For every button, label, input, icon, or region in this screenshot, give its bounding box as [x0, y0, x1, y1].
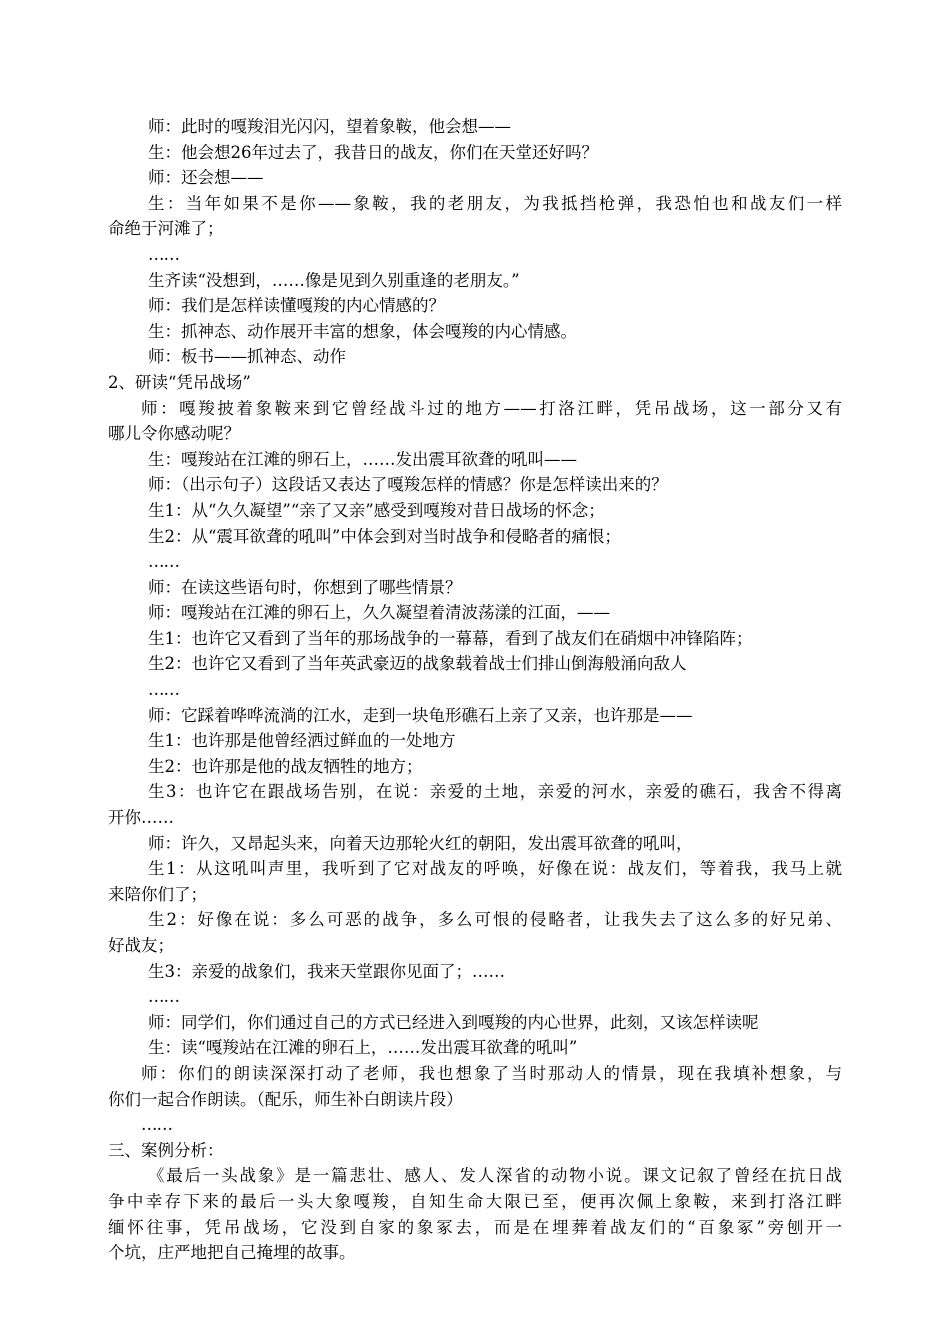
text-line: 《最后一头战象》是一篇悲壮、感人、发人深省的动物小说。课文记叙了曾经在抗日战 — [148, 1166, 842, 1186]
text-line: 生1：从“久久凝望”“亲了又亲”感受到嘎羧对昔日战场的怀念； — [148, 500, 605, 520]
text-line: 师：嘎羧披着象鞍来到它曾经战斗过的地方——打洛江畔，凭吊战场，这一部分又有 — [141, 398, 842, 418]
text-line: 师：此时的嘎羧泪光闪闪，望着象鞍，他会想—— — [148, 117, 511, 136]
text-line: 生：读“嘎羧站在江滩的卵石上，……发出震耳欲聋的吼叫” — [148, 1038, 578, 1058]
text-line: 师：同学们，你们通过自己的方式已经进入到嘎羧的内心世界，此刻，又该怎样读呢 — [148, 1012, 759, 1032]
text-line: 生3：亲爱的战象们，我来天堂跟你见面了；…… — [148, 961, 505, 981]
text-line: 缅怀往事，凭吊战场，它没到自家的象冢去，而是在埋葬着战友们的“百象冢”旁刨开一 — [108, 1217, 842, 1237]
text-line: 生：当年如果不是你——象鞍，我的老朋友，为我抵挡枪弹，我恐怕也和战友们一样 — [148, 193, 842, 213]
text-line: 生1：从这吼叫声里，我听到了它对战友的呼唤，好像在说：战友们，等着我，我马上就 — [148, 859, 842, 879]
text-line: 2、研读“凭吊战场” — [108, 372, 251, 392]
text-line: …… — [148, 987, 179, 1007]
text-line: 生：他会想26年过去了，我昔日的战友，你们在天堂还好吗？ — [148, 142, 598, 162]
text-line: 师：它踩着哗哗流淌的江水，走到一块龟形礁石上亲了又亲，也许那是—— — [148, 705, 693, 725]
text-line: 生齐读“没想到，……像是见到久别重逢的老朋友。” — [148, 270, 520, 290]
text-line: 开你…… — [108, 808, 174, 828]
text-line: 师：还会想—— — [148, 168, 264, 188]
text-line: …… — [148, 552, 179, 572]
text-line: …… — [141, 1115, 172, 1135]
text-line: 生1：也许它又看到了当年的那场战争的一幕幕，看到了战友们在硝烟中冲锋陷阵； — [148, 628, 753, 648]
text-line: 来陪你们了； — [108, 884, 207, 904]
text-line: 命绝于河滩了； — [108, 219, 224, 239]
text-line: 生2：好像在说：多么可恶的战争，多么可恨的侵略者，让我失去了这么多的好兄弟、 — [148, 910, 842, 930]
text-line: 师：嘎羧站在江滩的卵石上，久久凝望着清波荡漾的江面，—— — [148, 603, 610, 623]
text-line: …… — [148, 244, 179, 264]
text-line: 生3：也许它在跟战场告别，在说：亲爱的土地，亲爱的河水，亲爱的礁石，我舍不得离 — [148, 782, 842, 802]
text-line: 好战友； — [108, 936, 174, 955]
text-line: 师：（出示句子）这段话又表达了嘎羧怎样的情感？你是怎样读出来的？ — [148, 475, 668, 495]
text-line: 个坑，庄严地把自己掩埋的故事。 — [108, 1243, 356, 1263]
text-line: 师：在读这些语句时，你想到了哪些情景？ — [148, 577, 462, 597]
text-line: 生2：也许那是他的战友牺牲的地方； — [148, 756, 423, 776]
text-line: 师：你们的朗读深深打动了老师，我也想象了当时那动人的情景，现在我填补想象，与 — [141, 1063, 842, 1083]
text-line: 师：板书——抓神态、动作 — [148, 347, 346, 367]
document-body — [108, 114, 842, 1266]
text-line: 生：嘎羧站在江滩的卵石上，……发出震耳欲聋的吼叫—— — [148, 449, 577, 469]
text-line: 生2：也许它又看到了当年英武豪迈的战象载着战士们排山倒海般涌向敌人 — [148, 654, 687, 674]
text-line: 师：许久，又昂起头来，向着天边那轮火红的朝阳，发出震耳欲聋的吼叫， — [148, 833, 693, 853]
text-line: 你们一起合作朗读。（配乐，师生补白朗读片段） — [108, 1089, 463, 1109]
text-line: 哪儿令你感动呢？ — [108, 424, 240, 444]
text-line: 生：抓神态、动作展开丰富的想象，体会嘎羧的内心情感。 — [148, 321, 577, 341]
text-line: 争中幸存下来的最后一头大象嘎羧，自知生命大限已至，便再次佩上象鞍，来到打洛江畔 — [108, 1191, 842, 1211]
text-line: 生1：也许那是他曾经洒过鲜血的一处地方 — [148, 731, 456, 751]
text-line: 生2：从“震耳欲聋的吼叫”中体会到对当时战争和侵略者的痛恨； — [148, 526, 621, 546]
text-line: 师：我们是怎样读懂嘎羧的内心情感的？ — [148, 296, 445, 316]
text-line: …… — [148, 680, 179, 700]
text-line: 三、案例分析： — [108, 1140, 224, 1160]
